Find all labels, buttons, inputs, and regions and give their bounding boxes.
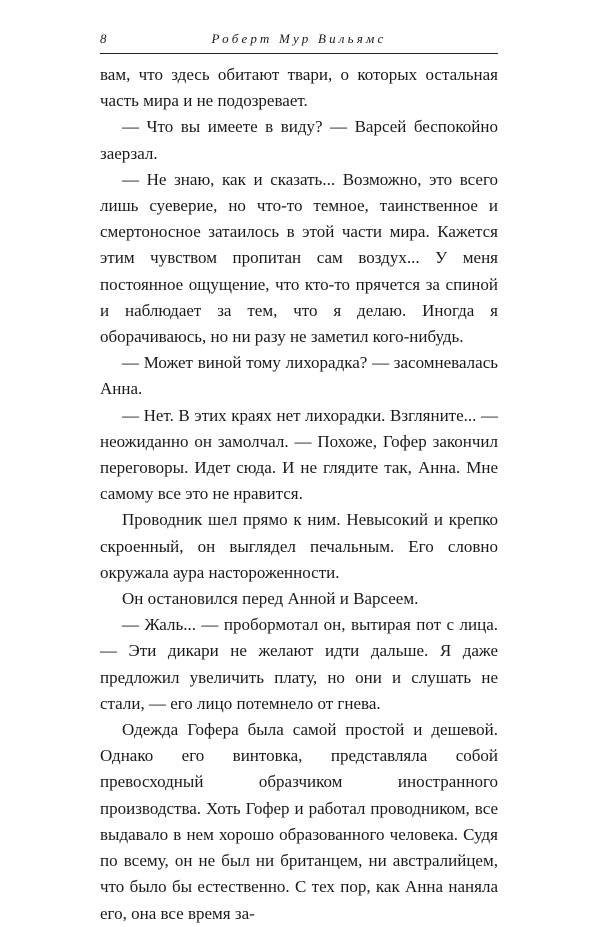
header-rule — [100, 53, 498, 54]
paragraph: — Может виной тому лихорадка? — засомневалась Анна. — [100, 353, 498, 399]
paragraph: — Что вы имеете в виду? — Варсей беспокойно заерзал. — [100, 117, 498, 163]
paragraph: — Не знаю, как и сказать... Возможно, это всего лишь суеверие, но что-то темное, таинственное и смертоносное затаилось в этой части мира. Кажется этим чувством пропитан сам воздух... У меня постоянное ощущение, что кто-то прячется за спиной и наблюдает за тем, что я делаю. Иногда я оборачиваюсь, но ни разу не заметил кого-нибудь. — [100, 169, 498, 347]
paragraph: Он остановился перед Анной и Варсеем. — [122, 589, 419, 609]
body-text — [100, 62, 498, 927]
paragraph: Проводник шел прямо к ним. Невысокий и крепко скроенный, он выглядел печальным. Его словно окружала аура настороженности. — [100, 510, 498, 582]
page-number: 8 — [100, 31, 107, 46]
running-head-title: Роберт Мур Вильямс — [211, 31, 387, 46]
paragraph: Одежда Гофера была самой простой и дешевой. Однако его винтовка, представляла собой превосходный образчиком иностранного производства. Хоть Гофер и работал проводником, все выдавало в нем хорошо образованного человека. Судя по всему, он не был ни британцем, ни австралийцем, что было бы естественно. С тех пор, как Анна наняла его, она все время за- — [100, 720, 498, 923]
paragraph: — Жаль... — пробормотал он, вытирая пот с лица. — Эти дикари не желают идти дальше. Я даже предложил увеличить плату, но они и слушать не стали, — его лицо потемнело от гнева. — [100, 615, 498, 713]
running-head — [100, 30, 498, 52]
paragraph: вам, что здесь обитают твари, о которых остальная часть мира и не подозревает. — [100, 65, 498, 111]
paragraph: — Нет. В этих краях нет лихорадки. Взгляните... — неожиданно он замолчал. — Похоже, Гофер закончил переговоры. Идет сюда. И не глядите так, Анна. Мне самому все это не нравится. — [100, 405, 498, 504]
